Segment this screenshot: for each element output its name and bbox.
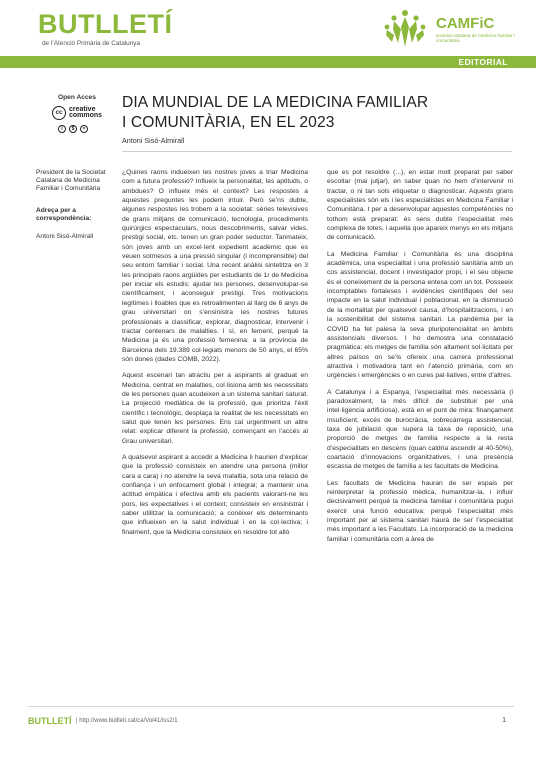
title-line-1: DIA MUNDIAL DE LA MEDICINA FAMILIAR [122,94,429,111]
footer-divider [28,706,514,707]
title-divider [122,151,512,152]
creative-commons-badge[interactable] [52,106,112,136]
paragraph: A qualsevol aspirant a accedir a Medicina li haurien d’explicar que la professió consisteix en atendre una persona (millor cara a cara) i no atendre la seva malaltia, sota una relació de confiança i un enfocament global i integral; a mantenir una actitud empàtica i efectiva amb els pacients valorant-ne les pors, les expectatives i el context; consisteix en ensinistrar i saber utilitzar la comunicació; a conèixer els determinants que influeixen en la salut individual i en la col·lectiva; i finalment, que la Medicina consisteix en resoldre tot allò [122,453,308,536]
correspondence-name: Antoni Sisó-Almirall [36,233,94,240]
correspondence-label: Adreça per a correspondència: [36,207,92,223]
cc-text: creative commons [69,106,103,120]
camfic-subtitle: societat catalana de medicina familiar i comunitària [436,33,515,44]
author-affiliation: President de la Societat Catalana de Medicina Familiar i Comunitària [36,169,106,193]
camfic-wordmark: CAMFiC [436,15,495,32]
article-author: Antoni Sisó-Almirall [122,136,185,145]
paragraph: Aquest escenari tan atractiu per a aspirants al graduat en Medicina, centrat en malalties, col·lisiona amb les necessitats de les persones quan acudeixen a un sistema sanitari saturat. La projecció mediàtica de la professió, que prioritza l’èxit científic i tecnològic, desplaça la realitat de les necessitats en salut que tenen les persones. Ens cal urgentment un altre relat: explicar diferent la professió, començant en l’accés al Grau universitari. [122,372,308,445]
paragraph: La Medicina Familiar i Comunitària és una disciplina acadèmica, una especialitat i una professió sanitària amb un cos assistencial, docent i investigador propi, i el seu objecte és el coneixement de la persona entesa com un tot. Posseeix incomptables fortaleses i evidències científiques del seu impacte en la salut individual i poblacional, en la disminució de la mortalitat per qualsevol causa, d’hospitalitzacions, i en la sostenibilitat del sistema sanitari. La pandèmia per la COVID ha fet palesa la seva pluripotencialitat en àmbits assistencials diversos. I ho demostra una constatació pragmàtica: els metges de família són altament sol·licitats per altres països on se’ls ofereix una carrera professional atractiva i motivadora tant en l’atenció primària, com en urgències i emergències o en cures pal·liatives, entre d’altres. [327,250,513,380]
paragraph: ¿Quines raons indueixen les nostres joves a triar Medicina com a futura professió? Influeix la personalitat, les aptituds, o ambdues? O influeix més el context? Les respostes a aquestes preguntes les podem intuir. Però se’ns dubte, algunes respostes les trobem a la societat: sèries televisives de grans mitjans de comunicació, tecnologia, procediments quirúrgics espectaculars, nous descobriments, salvar vides, prestigi social, etc. tenen un gran poder seductor. Tanmateix, són joves amb un excel·lent expedient acadèmic que es veuen sotmesos a una pressió singular (i incomprensible) del seu entorn familiar i social. Una recent anàlisi sintetitza en 3 les principals raons argüides per estudiants de 1r de Medicina per iniciar els estudis: ajudar les persones, desenvolupar-se científicament, i aconseguir prestigi. Tres motivacions legítimes i lloables que es retroalimenten al llarg de 6 anys de grau universitari on s’ensinistra les nostres futures professionals a classificar, explorar, diagnosticar, intervenir i tractar centenars de malalties. I sí, en femení, perquè la Medicina ja és una professió femenina: a la província de Barcelona dels 19.389 col·legiats menors de 50 anys, el 65% són dones (dades COMB, 2022). [122,169,308,363]
body-column-right [327,168,513,551]
camfic-logo-icon [382,9,428,49]
page-number: 1 [502,717,506,724]
open-access-label: Open Acces [58,94,96,101]
article-title [122,93,502,132]
section-label: EDITORIAL [458,57,508,67]
attribution-icon: i [58,125,66,133]
journal-subtitle: de l’Atenció Primària de Catalunya [42,40,141,47]
cc-icon: cc [52,106,66,120]
title-line-2: I COMUNITÀRIA, EN EL 2023 [122,113,335,131]
cc-license-icons [58,125,88,133]
footer-brand: BUTLLETÍ [28,716,72,726]
paragraph: que es pot resoldre (...), en estar molt preparat per saber escoltar (mai jutjar), en saber quan no hem d’intervenir ni tractar, o ni tan sols etiquetar o diagnosticar. Aquests grans especialistes són els i les especialistes en Medicina Familiar i Comunitària. I per a desenvolupar aquestes competències no tothom està preparat: és sens dubte l’especialitat més complexa de totes, i aquella que apareix menys en els mitjans de comunicació. [327,169,513,242]
paragraph: A Catalunya i a Espanya, l’especialitat més necessària (i paradoxalment, la més difícil de substituir per una intel·ligència artificiosa), està en el punt de mira: finançament insuficient, excés de burocràcia, sobrecàrrega assistencial, taxa de jubilació que supera la taxa de reposició, una proporció de metges de família respecte a la resta d’especialitats en descens (quan caldria ascendir al 40-50%), coartació d’innovacions organitzatives, i una presència escassa de metges de família a les facultats de Medicina. [327,388,513,471]
footer-url-link[interactable]: | http://www.butlleti.cat/ca/Vol41/iss2/1 [76,718,178,724]
section-band [0,56,536,68]
page-footer [0,706,536,736]
noderivatives-icon: = [80,125,88,133]
body-column-left [122,168,308,544]
noncommercial-icon: $ [69,125,77,133]
paragraph: Les facultats de Medicina hauran de ser espais per reinterpretar la professió mèdica, humanitzar-la, i influir decisivament perquè la medicina familiar i comunitària pugui exercir una funció educativa: perquè l’especialitat més important per al sistema sanitari haurà de ser l’especialitat més important a les Facultats. La incorporació de la medicina familiar i comunitària com a àrea de [327,479,513,543]
journal-brand: BUTLLETÍ [38,9,173,39]
